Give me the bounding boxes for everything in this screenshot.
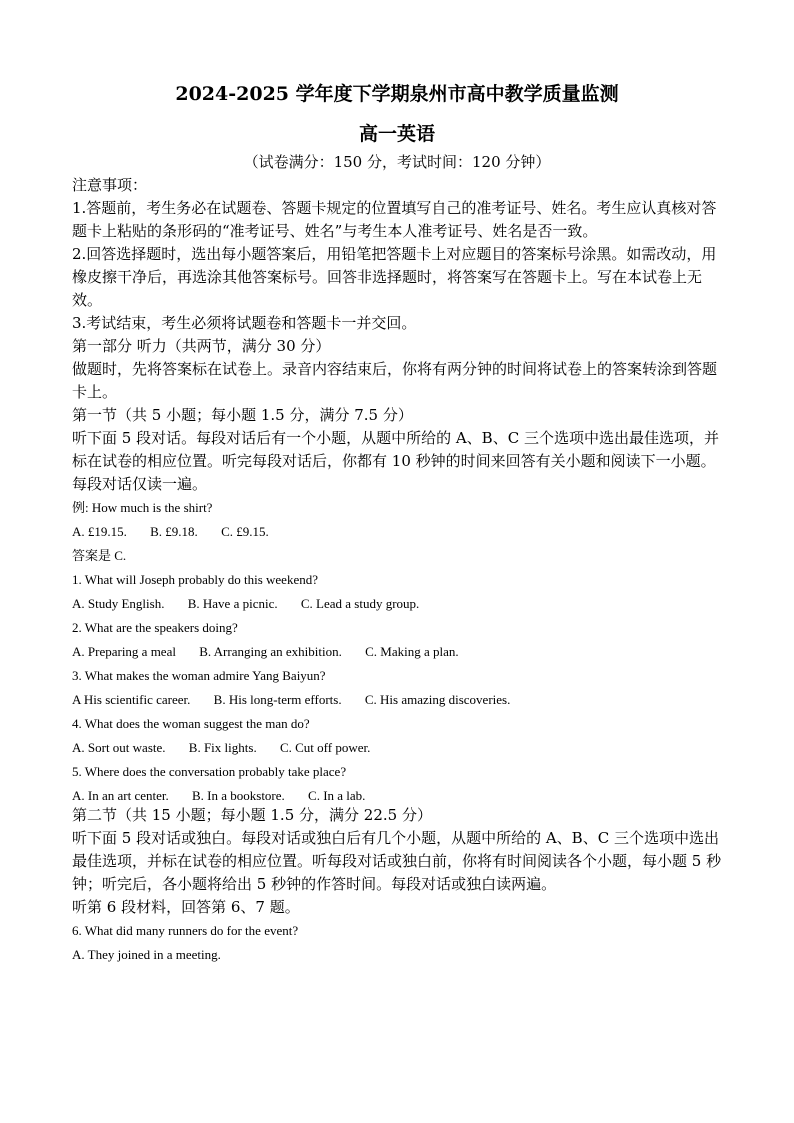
option-c: C. Making a plan. xyxy=(365,644,459,659)
section2-heading: 第二节（共 15 小题；每小题 1.5 分，满分 22.5 分） xyxy=(72,806,432,824)
exam-info: （试卷满分：150 分，考试时间：120 分钟） xyxy=(243,153,551,171)
material-note: 听第 6 段材料，回答第 6、7 题。 xyxy=(72,898,300,916)
section1-instruction: 听下面 5 段对话。每段对话后有一个小题，从题中所给的 A、B、C 三个选项中选出最佳选项，并标在试卷的相应位置。听完每段对话后，你都有 10 秒钟的时间来回答有关小题和阅读下一小题。每段对话仅读一遍。 xyxy=(72,429,719,493)
question-2-options xyxy=(72,644,722,660)
option-a: A. £19.15. xyxy=(72,524,127,539)
part1-heading: 第一部分 听力（共两节，满分 30 分） xyxy=(72,337,331,355)
option-a: A His scientific career. xyxy=(72,692,191,707)
question-6-option-a: A. They joined in a meeting. xyxy=(72,947,221,962)
question-3-options xyxy=(72,692,722,708)
notice-item-1: 1.答题前，考生务必在试题卷、答题卡规定的位置填写自己的准考证号、姓名。考生应认真核对答题卡上粘贴的条形码的“准考证号、姓名”与考生本人准考证号、姓名是否一致。 xyxy=(72,199,717,240)
question-4: 4. What does the woman suggest the man do? xyxy=(72,716,310,731)
option-b: B. Have a picnic. xyxy=(187,596,278,611)
question-1-options xyxy=(72,596,722,612)
option-b: B. £9.18. xyxy=(150,524,198,539)
option-b: B. Arranging an exhibition. xyxy=(199,644,342,659)
section2-instruction: 听下面 5 段对话或独白。每段对话或独白后有几个小题，从题中所给的 A、B、C 三个选项中选出最佳选项，并标在试卷的相应位置。听每段对话或独白前，你将有时间阅读各个小题，每小题 5 秒钟；听完后，各小题将给出 5 秒钟的作答时间。每段对话或独白读两遍。 xyxy=(72,829,722,893)
question-2: 2. What are the speakers doing? xyxy=(72,620,238,635)
notice-heading: 注意事项： xyxy=(72,176,148,194)
option-b: B. His long-term efforts. xyxy=(213,692,342,707)
example-options xyxy=(72,524,722,540)
example-question: 例: How much is the shirt? xyxy=(72,500,213,515)
option-b: B. Fix lights. xyxy=(188,740,257,755)
question-5: 5. Where does the conversation probably take place? xyxy=(72,764,347,779)
option-c: C. His amazing discoveries. xyxy=(364,692,511,707)
option-a: A. Sort out waste. xyxy=(72,740,166,755)
option-a: A. Study English. xyxy=(72,596,165,611)
section1-heading: 第一节（共 5 小题；每小题 1.5 分，满分 7.5 分） xyxy=(72,406,413,424)
option-c: C. In a lab. xyxy=(308,788,366,803)
question-4-options xyxy=(72,740,722,756)
exam-page xyxy=(72,80,722,963)
option-a: A. In an art center. xyxy=(72,788,169,803)
part1-instruction: 做题时，先将答案标在试卷上。录音内容结束后，你将有两分钟的时间将试卷上的答案转涂到答题卡上。 xyxy=(72,360,718,401)
subject-title: 高一英语 xyxy=(358,123,435,145)
option-c: C. £9.15. xyxy=(221,524,269,539)
question-5-options xyxy=(72,788,722,804)
question-1: 1. What will Joseph probably do this weekend? xyxy=(72,572,318,587)
exam-title: 2024-2025 学年度下学期泉州市高中教学质量监测 xyxy=(175,83,619,105)
question-6: 6. What did many runners do for the event? xyxy=(72,923,299,938)
option-c: C. Cut off power. xyxy=(279,740,371,755)
option-b: B. In a bookstore. xyxy=(191,788,285,803)
notice-item-2: 2.回答选择题时，选出每小题答案后，用铅笔把答题卡上对应题目的答案标号涂黑。如需改动，用橡皮擦干净后，再选涂其他答案标号。回答非选择题时，将答案写在答题卡上。写在本试卷上无效。 xyxy=(72,245,717,309)
notice-item-3: 3.考试结束，考生必须将试题卷和答题卡一并交回。 xyxy=(72,314,417,332)
option-c: C. Lead a study group. xyxy=(300,596,420,611)
question-3: 3. What makes the woman admire Yang Baiyun? xyxy=(72,668,326,683)
option-a: A. Preparing a meal xyxy=(72,644,176,659)
example-answer: 答案是 C. xyxy=(72,548,127,563)
